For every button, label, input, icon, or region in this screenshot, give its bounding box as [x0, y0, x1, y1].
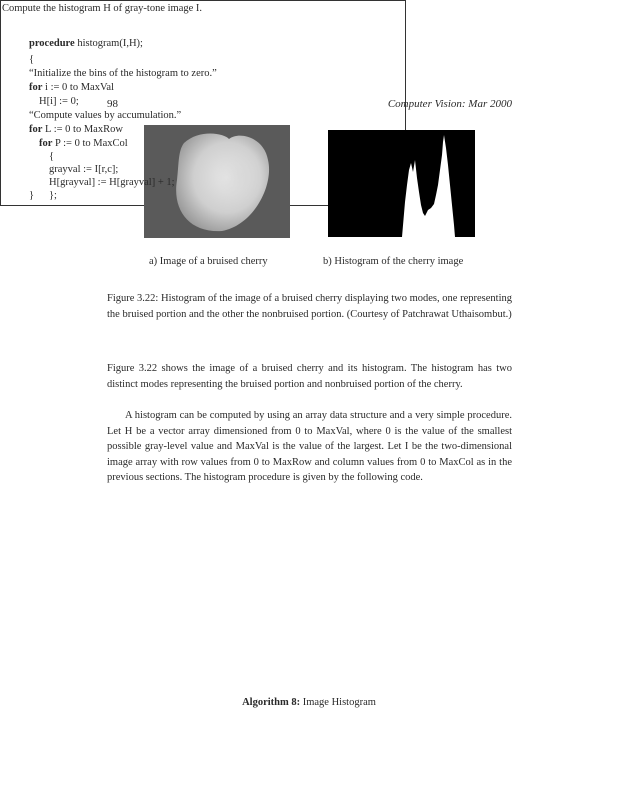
code-comment: “Initialize the bins of the histogram to zero.”	[29, 68, 217, 79]
figure-caption: Figure 3.22: Histogram of the image of a bruised cherry displaying two modes, one representing the bruised portion and the other the nonbruised portion. (Courtesy of Patchrawat Uthaisombut.)	[107, 293, 512, 320]
code-statement: grayval := I[r,c];	[49, 164, 119, 175]
subcaption-a: a) Image of a bruised cherry	[149, 256, 268, 267]
procedure-line	[29, 38, 143, 49]
brace: };	[49, 190, 57, 201]
for-line	[39, 138, 128, 149]
keyword: for	[29, 124, 43, 135]
for-line	[29, 82, 114, 93]
keyword: procedure	[29, 38, 75, 49]
keyword: for	[39, 138, 53, 149]
brace: }	[29, 190, 35, 201]
keyword: for	[29, 82, 43, 93]
histogram-image	[328, 130, 475, 237]
algorithm-caption-label: Algorithm 8:	[242, 697, 301, 708]
for-expression: L := 0 to MaxRow	[42, 124, 123, 135]
for-expression: i := 0 to MaxVal	[42, 82, 114, 93]
running-head: Computer Vision: Mar 2000	[387, 98, 512, 110]
for-expression: P := 0 to MaxCol	[52, 138, 128, 149]
code-statement: H[grayval] := H[grayval] + 1;	[49, 177, 175, 188]
algorithm-caption-text: Image Histogram	[300, 697, 376, 708]
code-comment: “Compute values by accumulation.”	[29, 110, 182, 121]
page-number: 98	[107, 98, 118, 110]
body-paragraph: A histogram can be computed by using an array data structure and a very simple procedure. Let H be a vector array dimensioned from 0 to MaxVal, where 0 is the value of the smallest possible gray-level value and MaxVal is the value of the largest. Let I be the two-dimensional image array with row values from 0 to MaxRow and column values from 0 to MaxCol as in the previous sections. The histogram procedure is given by the following code.	[107, 410, 512, 483]
for-line	[29, 124, 123, 135]
brace: {	[49, 151, 55, 162]
subcaption-b: b) Histogram of the cherry image	[323, 256, 464, 267]
code-statement: H[i] := 0;	[39, 96, 79, 107]
body-paragraph: Figure 3.22 shows the image of a bruised cherry and its histogram. The histogram has two distinct modes representing the bruised portion and nonbruised portion of the cherry.	[107, 363, 512, 390]
algorithm-title-line: Compute the histogram H of gray-tone image I.	[2, 3, 203, 14]
brace: {	[29, 54, 35, 65]
procedure-signature: histogram(I,H);	[74, 38, 143, 49]
algorithm-caption	[0, 697, 618, 708]
